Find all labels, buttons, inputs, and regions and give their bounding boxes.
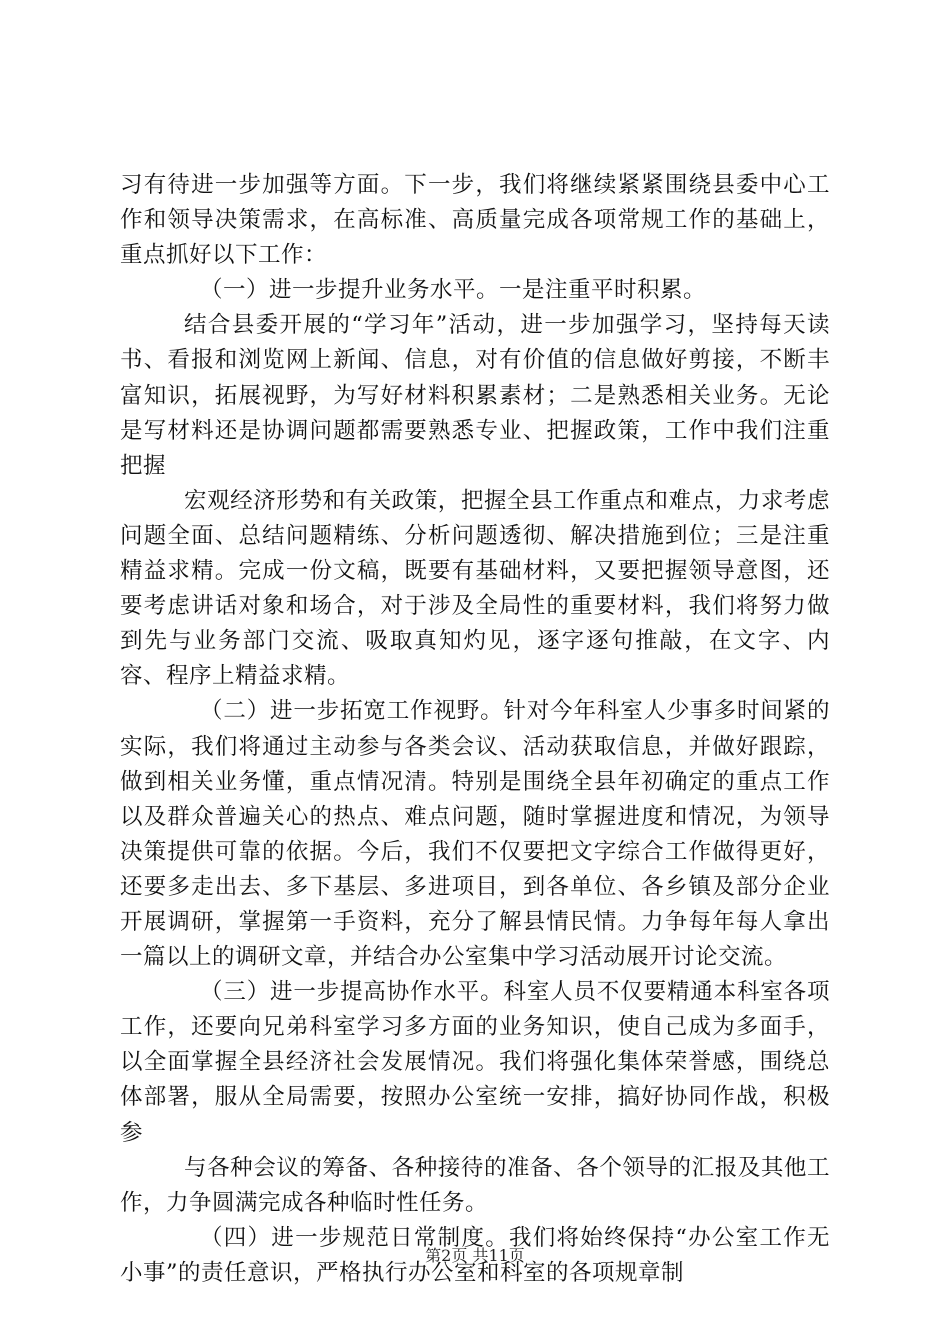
document-body [120,168,830,1291]
paragraph-section-1-body-a: 结合县委开展的“学习年”活动，进一步加强学习，坚持每天读书、看报和浏览网上新闻、信息，对有价值的信息做好剪接，不断丰富知识，拓展视野，为写好材料积累素材；二是熟悉相关业务。无论是写材料还是协调问题都需要熟悉专业、把握政策，工作中我们注重把握 [120,312,830,479]
paragraph-section-2: （二）进一步拓宽工作视野。针对今年科室人少事多时间紧的实际，我们将通过主动参与各类会议、活动获取信息，并做好跟踪，做到相关业务懂，重点情况清。特别是围绕全县年初确定的重点工作以及群众普遍关心的热点、难点问题，随时掌握进度和情况，为领导决策提供可靠的依据。今后，我们不仅要把文字综合工作做得更好，还要多走出去、多下基层、多进项目，到各单位、各乡镇及部分企业开展调研，掌握第一手资料，充分了解县情民情。力争每年每人拿出一篇以上的调研文章，并结合办公室集中学习活动展开讨论交流。 [120,698,830,971]
paragraph-section-3-continued: 与各种会议的筹备、各种接待的准备、各个领导的汇报及其他工作，力争圆满完成各种临时性任务。 [120,1154,830,1216]
paragraph-section-1-heading: （一）进一步提升业务水平。一是注重平时积累。 [200,277,707,304]
paragraph-continuation: 习有待进一步加强等方面。下一步，我们将继续紧紧围绕县委中心工作和领导决策需求，在高标准、高质量完成各项常规工作的基础上，重点抓好以下工作： [120,172,830,269]
paragraph-section-4: （四）进一步规范日常制度。我们将始终保持“办公室工作无小事”的责任意识，严格执行办公室和科室的各项规章制 [120,1224,830,1286]
paragraph-section-1-body-b: 宏观经济形势和有关政策，把握全县工作重点和难点，力求考虑问题全面、总结问题精练、分析问题透彻、解决措施到位；三是注重精益求精。完成一份文稿，既要有基础材料，又要把握领导意图，还要考虑讲话对象和场合，对于涉及全局性的重要材料，我们将努力做到先与业务部门交流、吸取真知灼见，逐字逐句推敲，在文字、内容、程序上精益求精。 [120,487,830,690]
paragraph-section-3: （三）进一步提高协作水平。科室人员不仅要精通本科室各项工作，还要向兄弟科室学习多方面的业务知识，使自己成为多面手，以全面掌握全县经济社会发展情况。我们将强化集体荣誉感，围绕总体部署，服从全局需要，按照办公室统一安排，搞好协同作战，积极参 [120,979,830,1146]
page-number-footer: 第2页 共11页 [425,1246,525,1265]
